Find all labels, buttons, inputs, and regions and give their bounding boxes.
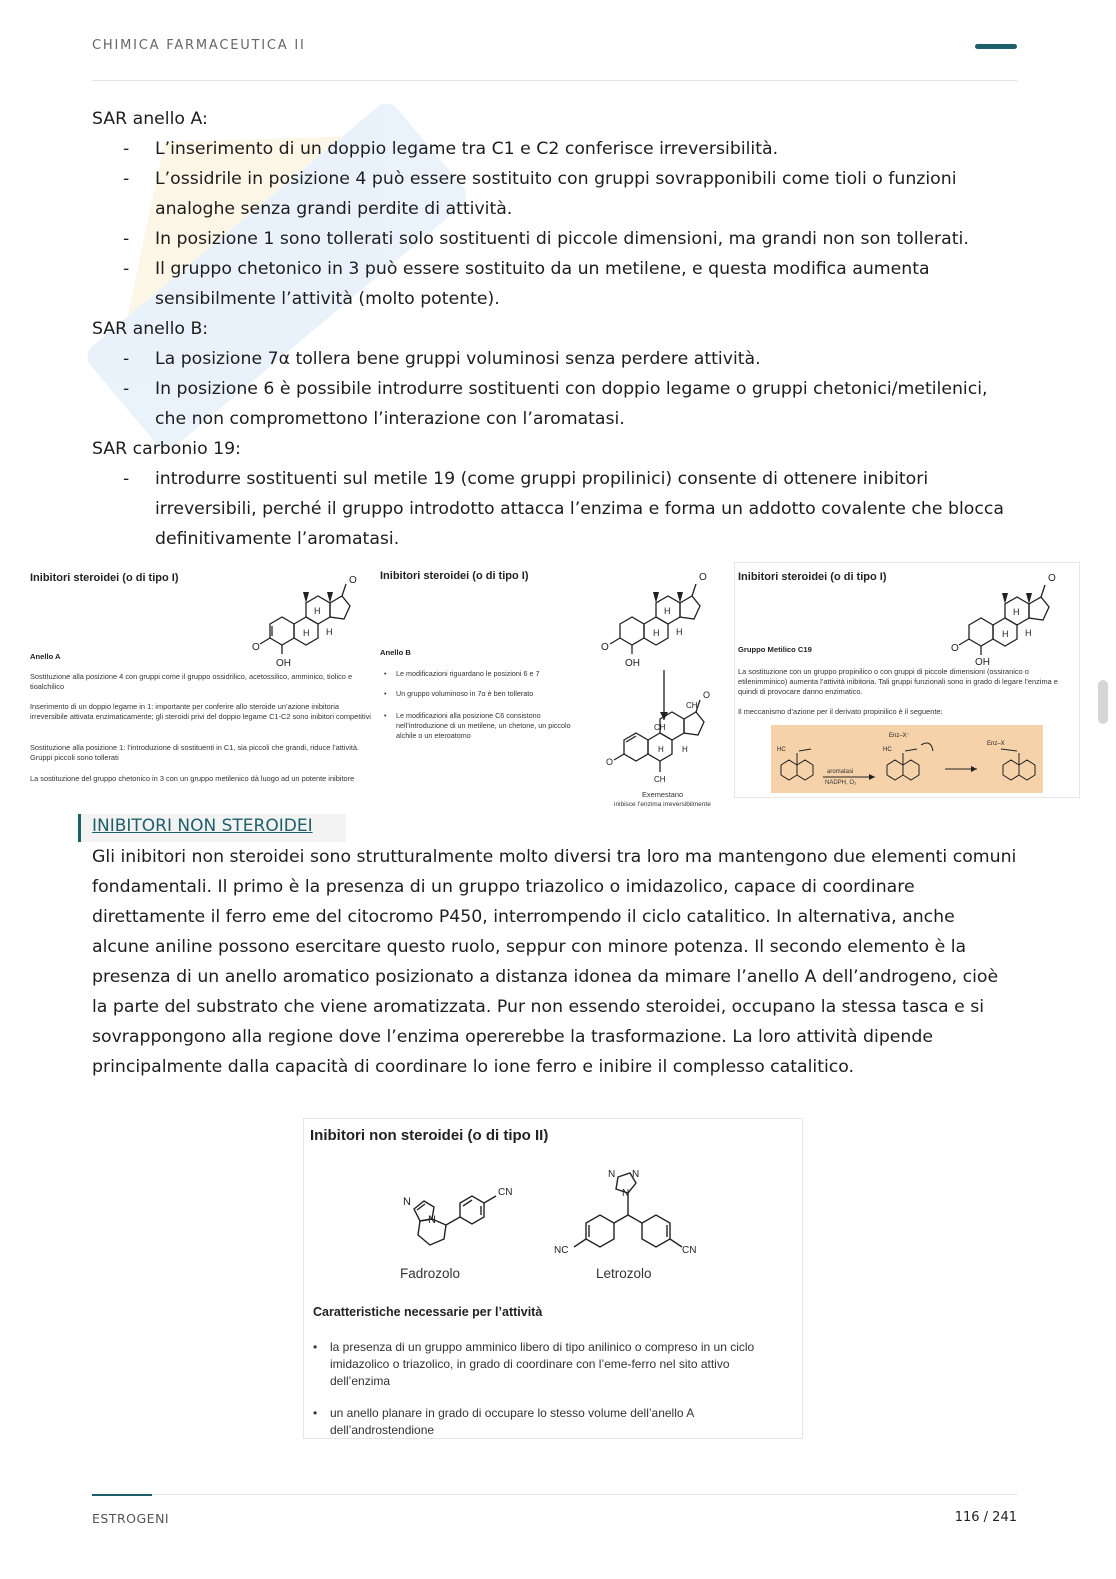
page-header [92, 36, 1017, 81]
steroid-structure-image [949, 563, 1079, 669]
svg-text:H: H [676, 627, 683, 637]
slide-text: Sostituzione alla posizione 4 con gruppi come il gruppo ossidrilico, acetossilico, amminico, tiolico e tioalchilico [30, 672, 353, 691]
slide-ring-a [22, 562, 382, 802]
sar-c19-title: SAR carbonio 19: [92, 439, 241, 459]
section-title-label: INIBITORI NON STEROIDEI [92, 816, 313, 836]
sar-c19-list [92, 464, 1017, 554]
sar-b-list [92, 344, 1017, 434]
slide-c19 [734, 562, 1080, 798]
svg-text:H: H [658, 745, 664, 754]
list-item: - L’ossidrile in posizione 4 può essere sostituito con gruppi sovrapponibili come tioli o funzioni analoghe senza grandi perdite di attività. [92, 164, 1017, 224]
sar-section [92, 104, 1017, 554]
svg-text:NC: NC [554, 1245, 569, 1256]
svg-text:H: H [303, 628, 310, 638]
svg-text:O: O [349, 575, 357, 586]
slide-bullet: • Le modificazioni riguardano le posizioni 6 e 7 [384, 669, 592, 679]
svg-text:O: O [951, 643, 959, 654]
header-accent-bar [975, 44, 1017, 49]
slide-title: Inibitori non steroidei (o di tipo II) [310, 1127, 549, 1144]
slide-text: La sostituzione del gruppo chetonico in 3 con un gruppo metilenico dà luogo ad un potente inibitore [30, 774, 355, 783]
slide-subtitle: Anello A [30, 652, 61, 661]
svg-text:CH: CH [686, 701, 698, 710]
slide-title: Inibitori steroidei (o di tipo I) [380, 570, 529, 582]
svg-text:OH: OH [975, 657, 990, 668]
svg-text:N: N [622, 1188, 630, 1199]
section-title [78, 814, 346, 842]
svg-text:O: O [699, 572, 707, 583]
slide-non-steroidal [303, 1118, 803, 1439]
section-accent-bar [78, 814, 81, 842]
header-title: CHIMICA FARMACEUTICA II [92, 38, 306, 53]
slide-bullet: • Un gruppo voluminoso in 7α è ben tollerato [384, 689, 592, 699]
svg-text:O: O [601, 642, 609, 653]
fadrozole-structure-image [400, 1179, 530, 1269]
slide-subtitle: Gruppo Metilico C19 [738, 645, 812, 654]
mechanism-scheme [771, 725, 1043, 793]
svg-text:Enz–X: Enz–X [987, 741, 1005, 747]
mechanism-conditions: NADPH, O₂ [825, 780, 857, 786]
fadrozole-label: Fadrozolo [400, 1266, 461, 1281]
svg-text:HC: HC [883, 747, 892, 753]
svg-text:CH: CH [654, 775, 666, 784]
mechanism-scheme-image [771, 725, 1043, 793]
exemestane-structure-image [598, 562, 734, 812]
slide-text: Inserimento di un doppio legame in 1: importante per conferire allo steroide un’azione inibitoria irreversibile attivata enzimaticamente; gli steroidi privi del doppio legame C1-C2 sono inibitori competitivi [30, 702, 371, 721]
svg-text:N: N [403, 1196, 411, 1208]
svg-text:H: H [653, 628, 660, 638]
footer-accent-bar [92, 1494, 152, 1496]
slide-ring-b [372, 562, 732, 812]
svg-text:O: O [1048, 573, 1056, 584]
svg-text:H: H [664, 606, 671, 616]
svg-text:CH: CH [654, 723, 666, 732]
list-item: - Il gruppo chetonico in 3 può essere sostituito da un metilene, e questa modifica aumenta sensibilmente l’attività (molto potente). [92, 254, 1017, 314]
svg-text:H: H [1025, 628, 1032, 638]
svg-text:O: O [703, 690, 711, 700]
svg-text:OH: OH [276, 658, 291, 669]
letrozole-label: Letrozolo [596, 1266, 652, 1281]
page-footer [92, 1494, 1017, 1526]
svg-text:H: H [314, 606, 321, 616]
body-paragraph: Gli inibitori non steroidei sono strutturalmente molto diversi tra loro ma mantengono due elementi comuni fondamentali. Il primo è la presenza di un gruppo triazolico o imidazolico, capace di coordinare direttamente il ferro eme del citocromo P450, interrompendo il ciclo catalitico. In alternativa, anche alcune aniline possono esercitare questo ruolo, seppur con minore potenza. Il secondo elemento è la presenza di un anello aromatico posizionato a distanza idonea da mimare l’anello A dell’androgeno, cioè la parte del substrato che viene aromatizzata. Pur non essendo steroidei, occupano la stessa tasca e si sovrappongono alla regione dove l’enzima opererebbe la trasformazione. La loro attività dipende principalmente dalla capacità di coordinare lo ione ferro e inibire il complesso catalitico. [92, 847, 1017, 1077]
list-item: - L’inserimento di un doppio legame tra C1 e C2 conferisce irreversibilità. [92, 134, 1017, 164]
svg-text:H: H [682, 745, 688, 754]
list-item: - In posizione 1 sono tollerati solo sostituenti di piccole dimensioni, ma grandi non son tollerati. [92, 224, 1017, 254]
svg-text:N: N [428, 1214, 436, 1226]
svg-text:H: H [326, 627, 333, 637]
list-item: - La posizione 7α tollera bene gruppi voluminosi senza perdere attività. [92, 344, 1017, 374]
page-number: 116 / 241 [954, 1510, 1017, 1525]
svg-text:Enz–X⁻: Enz–X⁻ [889, 733, 910, 739]
sar-b-title: SAR anello B: [92, 319, 209, 339]
characteristics-title: Caratteristiche necessarie per l’attività [313, 1305, 543, 1319]
svg-text:N: N [608, 1169, 616, 1180]
svg-text:OH: OH [625, 658, 640, 669]
svg-text:O: O [252, 642, 260, 653]
slide-text: Il meccanismo d’azione per il derivato propinilico è il seguente: [738, 707, 943, 716]
slide-bullet: • un anello planare in grado di occupare lo stesso volume dell’anello A dell’androstendione [313, 1405, 791, 1439]
svg-text:CN: CN [682, 1245, 697, 1256]
svg-text:CN: CN [498, 1187, 513, 1198]
list-item: - introdurre sostituenti sul metile 19 (come gruppi propilinici) consente di ottenere inibitori irreversibili, perché il gruppo introdotto attacca l’enzima e forma un addotto covalente che blocca definitivamente l’aromatasi. [92, 464, 1017, 554]
slide-bullet: • Le modificazioni alla posizione C6 consistono nell’introduzione di un metilene, un chetone, un piccolo alchile o un eteroatomo [384, 711, 592, 741]
exemestane-label: Exemestano [642, 790, 684, 799]
slide-title: Inibitori steroidei (o di tipo I) [738, 571, 887, 583]
slide-subtitle: Anello B [380, 648, 411, 657]
svg-text:O: O [606, 757, 614, 767]
slide-text: Sostituzione alla posizione 1: l’introduzione di sostituenti in C1, sia piccoli che grandi, riduce l’attività. Gruppi piccoli sono tollerati [30, 743, 360, 762]
svg-text:H: H [1002, 629, 1009, 639]
svg-text:N: N [632, 1169, 640, 1180]
mechanism-reagent: aromatasi [827, 769, 854, 775]
slide-text: La sostituzione con un gruppo propinilico o con gruppi di piccole dimensioni (ossiranico o etilenimminico) aumenta l’attività inibitoria. Tali gruppi funzionali sono in grado di legare l’enzima e quindi di provocare danno enzimatico. [738, 667, 1058, 696]
slide-bullet: • la presenza di un gruppo amminico libero di tipo anilinico o compreso in un ciclo imidazolico o triazolico, in grado di coordinare con l’eme-ferro nel sito attivo dell’enzima [313, 1339, 791, 1390]
letrozole-structure-image [552, 1163, 702, 1269]
sar-a-title: SAR anello A: [92, 109, 208, 129]
slide-title: Inibitori steroidei (o di tipo I) [30, 572, 179, 584]
steroid-structure-image [250, 566, 380, 672]
exemestane-note: inibisce l’enzima irreversibilmente [614, 801, 711, 808]
footer-chapter: ESTROGENI [92, 1511, 170, 1526]
scrollbar-handle[interactable] [1098, 680, 1108, 724]
svg-text:HC: HC [777, 747, 786, 753]
svg-text:H: H [1013, 607, 1020, 617]
sar-a-list [92, 134, 1017, 314]
list-item: - In posizione 6 è possibile introdurre sostituenti con doppio legame o gruppi chetonici/metilenici, che non compromettono l’interazione con l’aromatasi. [92, 374, 1017, 434]
